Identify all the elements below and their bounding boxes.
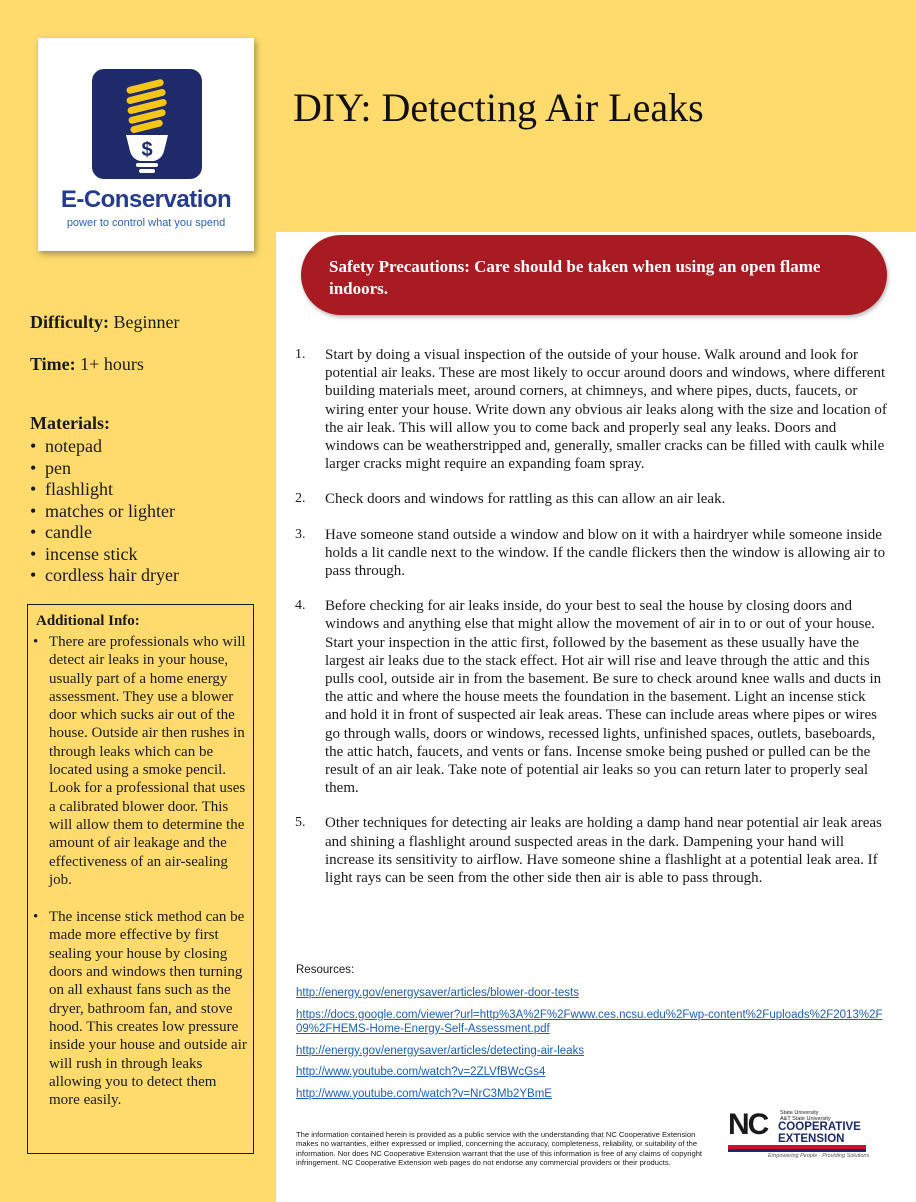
material-item: • candle [30,522,179,544]
safety-banner [301,235,887,315]
steps-list [291,346,891,904]
nc-cooperative-extension-logo [728,1108,878,1160]
step-item [291,814,891,887]
resource-link[interactable]: http://www.youtube.com/watch?v=2ZLVfBWcGs4 [296,1066,546,1078]
step-text: Other techniques for detecting air leaks are holding a damp hand near potential air leak areas and shining a flashlight around suspected areas in the dark. Dampening your hand will increase its sensitivity to airflow. Have someone shine a flashlight at a potential leak area. If light rays can be seen from the other side then air is able to pass through. [325,815,882,887]
resource-link[interactable]: http://energy.gov/energysaver/articles/detecting-air-leaks [296,1044,585,1057]
step-text: Check doors and windows for rattling as this can allow an air leak. [325,491,726,508]
step-item [291,490,891,508]
resources-section [296,964,886,1108]
logo-extension-name [778,1122,861,1145]
nc-mark: NC [728,1108,768,1141]
additional-info-heading: Additional Info: [36,613,140,629]
material-item: • flashlight [30,479,179,501]
material-item: • cordless hair dryer [30,565,179,587]
e-conservation-logo [38,38,254,251]
resources-label: Resources: [296,964,355,976]
svg-text:$: $ [141,139,153,161]
time-label: Time: [30,354,76,374]
page-title: DIY: Detecting Air Leaks [293,85,704,130]
logo-tagline-extension: Empowering People · Providing Solutions [768,1153,870,1159]
resource-link[interactable]: https://docs.google.com/viewer?url=http%3A%2F%2Fwww.ces.ncsu.edu%2Fwp-content%2Fuploads%2F2013%2F09%2FHEMS-Home-Energy-Self-Assessment.pdf [296,1008,883,1035]
lightbulb-dollar-icon [92,69,202,179]
logo-name-line-1: COOPERATIVE [778,1121,861,1133]
material-item: • incense stick [30,544,179,566]
material-item: • notepad [30,436,179,458]
step-number: 1. [295,347,306,362]
step-text: Start by doing a visual inspection of the outside of your house. Walk around and look for potential air leaks. These are most likely to occur around doors and windows, where different building materials meet, around corners, at chimneys, and where pipes, ducts, faucets, or wiring enter your house. Write down any obvious air leaks along with the size and location of the air leak. This will allow you to come back and properly seal any leaks. Doors and windows can be weatherstripped and, generally, smaller cracks can be filled with caulk while larger cracks might require an expanding foam spray. [325,347,887,473]
logo-brand-name: E-Conservation [60,186,232,213]
difficulty-value: Beginner [108,312,180,332]
material-item: • pen [30,458,179,480]
info-item: • The incense stick method can be made more effective by first sealing your house by closing doors and windows then turning on all exhaust fans such as the dryer, bathroom fan, and stove hood. This creates low pressure inside your house and outside air will rush in through leaks allowing you to detect them more easily. [32,908,248,1109]
safety-text: Safety Precautions: Care should be taken when using an open flame indoors. [329,257,821,298]
step-number: 4. [295,598,306,614]
resource-link[interactable]: http://energy.gov/energysaver/articles/blower-door-tests [296,987,579,999]
step-text: Before checking for air leaks inside, do your best to seal the house by closing doors and windows and anything else that might allow the movement of air in to or out of your house. Start your inspection in the attic first, followed by the basement as these usually have the largest air leaks due to the stack effect. Hot air will rise and leave through the attic and this pulls cool, outside air in from the basement. Be sure to check around knee walls and ducts in the attic and where the house meets the foundation in the basement. Light an incense stick and hold it in front of suspected air leak areas. These can include areas where pipes or wires go through walls, doors or windows, recessed lights, unfinished spaces, outlets, baseboards, the attic hatch, faucets, and vents or fans. Incense smoke being pushed or pulled can be the result of an air leak. Take note of potential air leaks so you can return later to properly seal them. [325,598,882,797]
step-item [291,346,891,473]
difficulty-row [30,311,179,333]
logo-university-2: A&T State University [780,1116,831,1122]
step-number: 3. [295,526,306,542]
time-row [30,353,144,375]
additional-info-box [27,604,254,1154]
logo-tagline: power to control what you spend [66,217,226,229]
difficulty-label: Difficulty: [30,312,109,332]
logo-name-line-2: EXTENSION [778,1132,845,1145]
step-item [291,597,891,797]
materials-list [30,436,179,587]
step-text: Have someone stand outside a window and blow on it with a hairdryer while someone inside holds a lit candle next to the window. If the candle flickers then the window is allowing air to pass through. [325,526,886,580]
step-number: 2. [295,491,306,507]
resource-link[interactable]: http://www.youtube.com/watch?v=NrC3Mb2YBmE [296,1087,552,1100]
step-item [291,526,891,581]
additional-info-list [32,633,248,1128]
material-item: • matches or lighter [30,501,179,523]
step-number: 5. [295,815,306,831]
disclaimer-text: The information contained herein is provided as a public service with the understanding that NC Cooperative Extension makes no warranties, either expressed or implied, concerning the accuracy, completeness, reliability, or suitability of the information. Nor does NC Cooperative Extension warrant that the use of this information is free of any claims of copyright infringement. NC Cooperative Extension web pages do not endorse any commercial providers or their products. [296,1130,703,1167]
materials-heading: Materials: [30,413,110,433]
info-item: • There are professionals who will detect air leaks in your house, usually part of a home energy assessment. They use a blower door which sucks air out of the house. Outside air then rushes in through leaks which can be located using a smoke pencil. Look for a professional that uses a calibrated blower door. This will allow them to determine the amount of air leakage and the effectiveness of an air-sealing job. [32,633,248,889]
logo-blue-stripe [728,1149,866,1152]
time-value: 1+ hours [75,354,144,374]
logo-university-1: State University [780,1110,819,1116]
